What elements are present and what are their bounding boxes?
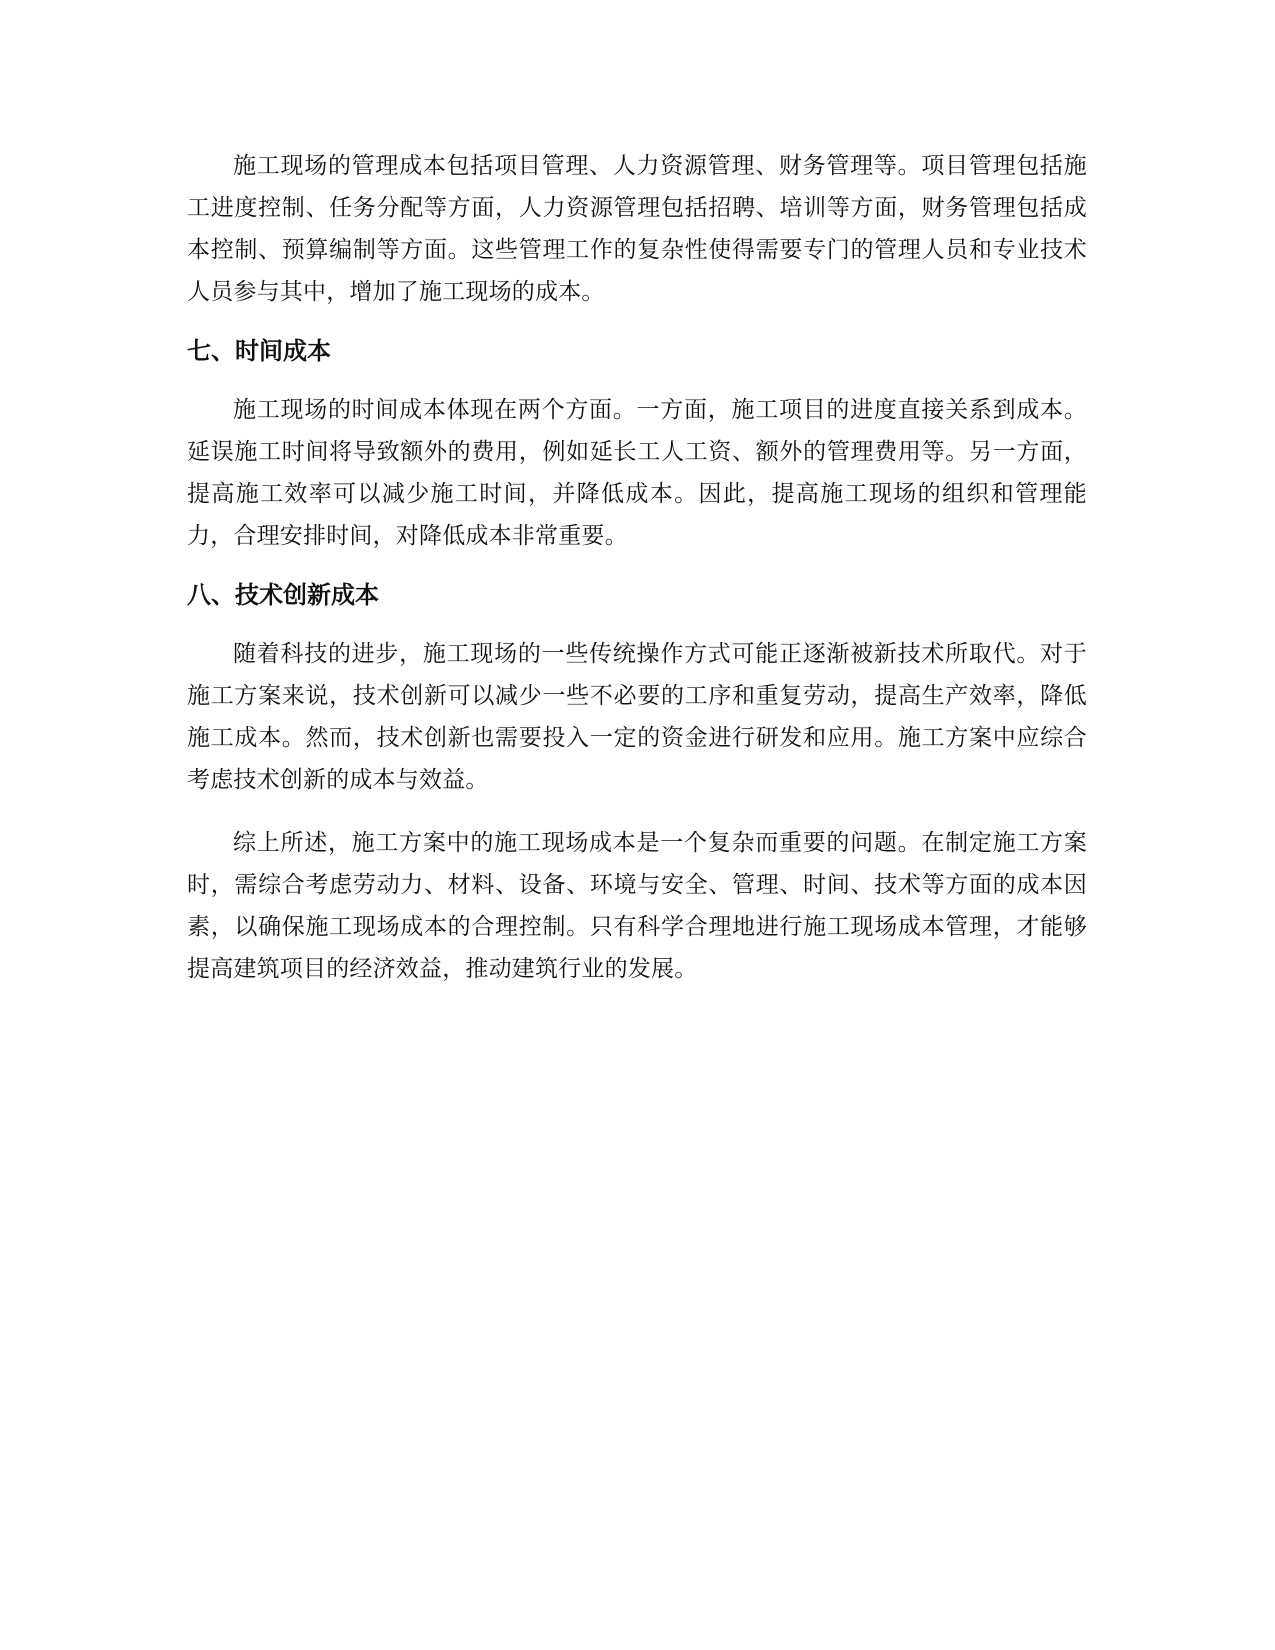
section-heading-innovation-cost: 八、技术创新成本 <box>187 581 379 609</box>
paragraph-conclusion: 综上所述，施工方案中的施工现场成本是一个复杂而重要的问题。在制定施工方案时，需综合考虑劳动力、材料、设备、环境与安全、管理、时间、技术等方面的成本因素，以确保施工现场成本的合理控制。只有科学合理地进行施工现场成本管理，才能够提高建筑项目的经济效益，推动建筑行业的发展。 <box>187 830 1087 982</box>
document-body <box>187 145 1087 990</box>
paragraph-management-cost: 施工现场的管理成本包括项目管理、人力资源管理、财务管理等。项目管理包括施工进度控制、任务分配等方面，人力资源管理包括招聘、培训等方面，财务管理包括成本控制、预算编制等方面。这些管理工作的复杂性使得需要专门的管理人员和专业技术人员参与其中，增加了施工现场的成本。 <box>187 153 1087 305</box>
paragraph-time-cost: 施工现场的时间成本体现在两个方面。一方面，施工项目的进度直接关系到成本。延误施工时间将导致额外的费用，例如延长工人工资、额外的管理费用等。另一方面，提高施工效率可以减少施工时间，并降低成本。因此，提高施工现场的组织和管理能力，合理安排时间，对降低成本非常重要。 <box>187 397 1087 549</box>
paragraph-innovation-cost: 随着科技的进步，施工现场的一些传统操作方式可能正逐渐被新技术所取代。对于施工方案来说，技术创新可以减少一些不必要的工序和重复劳动，提高生产效率，降低施工成本。然而，技术创新也需要投入一定的资金进行研发和应用。施工方案中应综合考虑技术创新的成本与效益。 <box>187 641 1087 793</box>
section-heading-time-cost: 七、时间成本 <box>187 337 331 365</box>
